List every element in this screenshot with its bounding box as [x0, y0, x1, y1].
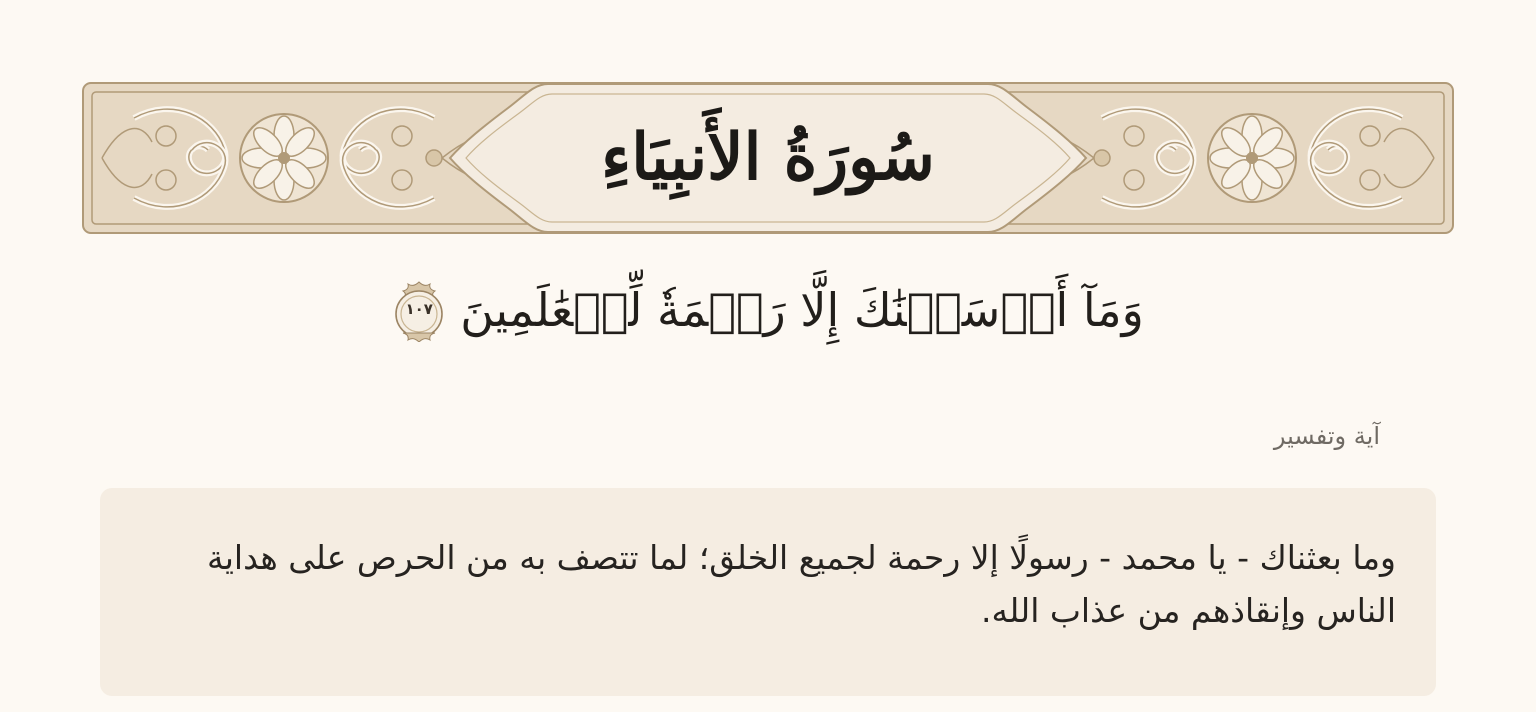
ayah-line — [300, 266, 1236, 356]
tafsir-card — [100, 488, 1436, 696]
surah-name: سُورَةُ الأَنبِيَاءِ — [601, 120, 935, 195]
ayah-text: وَمَآ أَرۡسَلۡنَٰكَ إِلَّا رَحۡمَةٗ لِّلۡعَٰلَمِينَ — [460, 283, 1144, 338]
tafsir-text: وما بعثناك - يا محمد - رسولًا إلا رحمة لجميع الخلق؛ لما تتصف به من الحرص على هداية الناس وإنقاذهم من عذاب الله. — [207, 538, 1396, 630]
section-label: آية وتفسير — [1273, 422, 1380, 450]
ayah-number: ١٠٧ — [405, 300, 433, 318]
surah-header-banner — [82, 82, 1454, 234]
ayah-end-marker-icon — [392, 280, 446, 342]
